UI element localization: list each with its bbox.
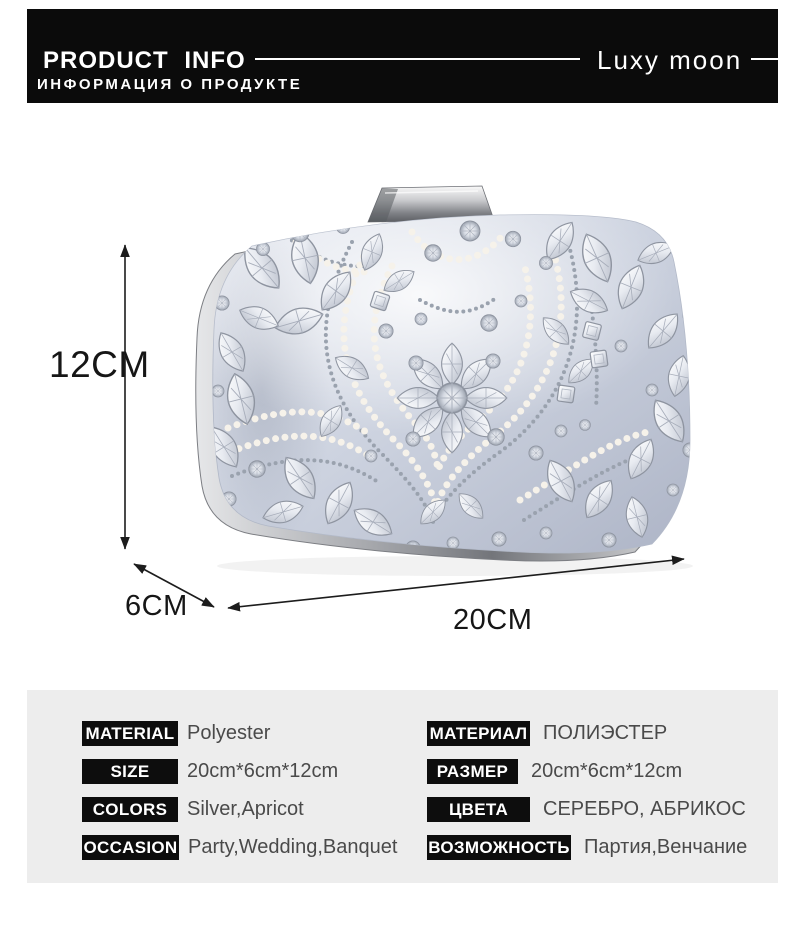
spec-value: Polyester [187,722,271,744]
dimension-depth-label: 6CM [125,590,188,622]
spec-row-colors-ru [427,797,747,822]
spec-label: МАТЕРИАЛ [427,721,530,746]
page-subtitle: ИНФОРМАЦИЯ О ПРОДУКТЕ [37,76,303,93]
spec-label: ЦВЕТА [427,797,530,822]
spec-label: РАЗМЕР [427,759,518,784]
spec-row-material [82,721,397,746]
spec-value: ПОЛИЭСТЕР [543,722,668,744]
spec-label: SIZE [82,759,178,784]
spec-value: Silver,Apricot [187,798,304,820]
brand-name: Luxy moon [597,45,743,75]
spec-label: ВОЗМОЖНОСТЬ [427,835,571,860]
dimension-height-label: 12CM [49,344,150,385]
spec-value: 20cm*6cm*12cm [531,760,683,782]
spec-label: MATERIAL [82,721,178,746]
spec-value: СЕРЕБРО, АБРИКОС [543,798,746,820]
dimension-width-label: 20CM [453,604,533,636]
spec-row-size-ru [427,759,747,784]
spec-value: Party,Wedding,Banquet [188,836,398,858]
spec-row-material-ru [427,721,747,746]
spec-row-occasion-ru [427,835,747,860]
spec-label: OCCASION [82,835,179,860]
spec-value: Партия,Венчание [584,836,748,858]
spec-value: 20cm*6cm*12cm [187,760,339,782]
spec-label: COLORS [82,797,178,822]
specs-column-ru [427,721,747,860]
spec-row-size [82,759,397,784]
specs-panel [27,690,778,883]
specs-column-en [82,721,397,860]
page-title: PRODUCT INFO [43,47,246,74]
clutch-bag-illustration [165,155,697,576]
spec-row-occasion [82,835,397,860]
spec-row-colors [82,797,397,822]
